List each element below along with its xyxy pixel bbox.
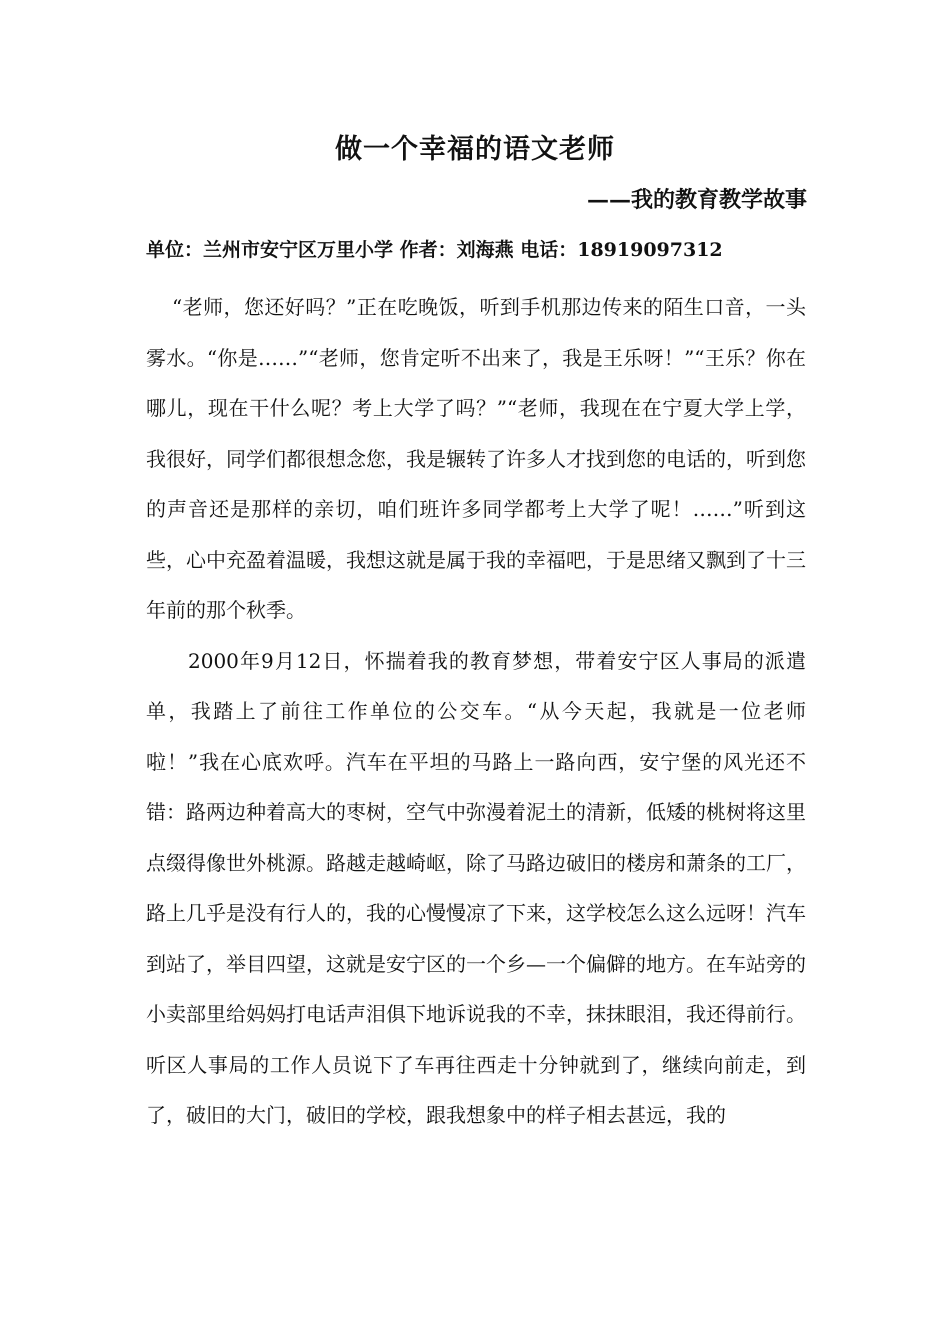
document-subtitle: ——我的教育教学故事 bbox=[586, 187, 807, 213]
document-body bbox=[146, 282, 806, 1141]
author-info: 单位：兰州市安宁区万里小学 作者：刘海燕 电话：18919097312 bbox=[146, 239, 723, 261]
paragraph-1: “老师，您还好吗？”正在吃晚饭，听到手机那边传来的陌生口音，一头雾水。“你是……”“老师，您肯定听不出来了，我是王乐呀！”“王乐？你在哪儿，现在干什么呢？考上大学了吗？”“老师，我现在在宁夏大学上学，我很好，同学们都很想念您，我是辗转了许多人才找到您的电话的，听到您的声音还是那样的亲切，咱们班许多同学都考上大学了呢！……”听到这些，心中充盈着温暖，我想这就是属于我的幸福吧，于是思绪又飘到了十三年前的那个秋季。 bbox=[146, 295, 806, 622]
paragraph-2: 2000年9月12日，怀揣着我的教育梦想，带着安宁区人事局的派遣单，我踏上了前往工作单位的公交车。“从今天起，我就是一位老师啦！”我在心底欢呼。汽车在平坦的马路上一路向西，安宁堡的风光还不错：路两边种着高大的枣树，空气中弥漫着泥土的清新，低矮的桃树将这里点缀得像世外桃源。路越走越崎岖，除了马路边破旧的楼房和萧条的工厂，路上几乎是没有行人的，我的心慢慢凉了下来，这学校怎么这么远呀！汽车到站了，举目四望，这就是安宁区的一个乡—一个偏僻的地方。在车站旁的小卖部里给妈妈打电话声泪俱下地诉说我的不幸，抹抹眼泪，我还得前行。听区人事局的工作人员说下了车再往西走十分钟就到了，继续向前走，到了，破旧的大门，破旧的学校，跟我想象中的样子相去甚远，我的 bbox=[146, 648, 806, 1127]
document-title: 做一个幸福的语文老师 bbox=[335, 134, 615, 165]
